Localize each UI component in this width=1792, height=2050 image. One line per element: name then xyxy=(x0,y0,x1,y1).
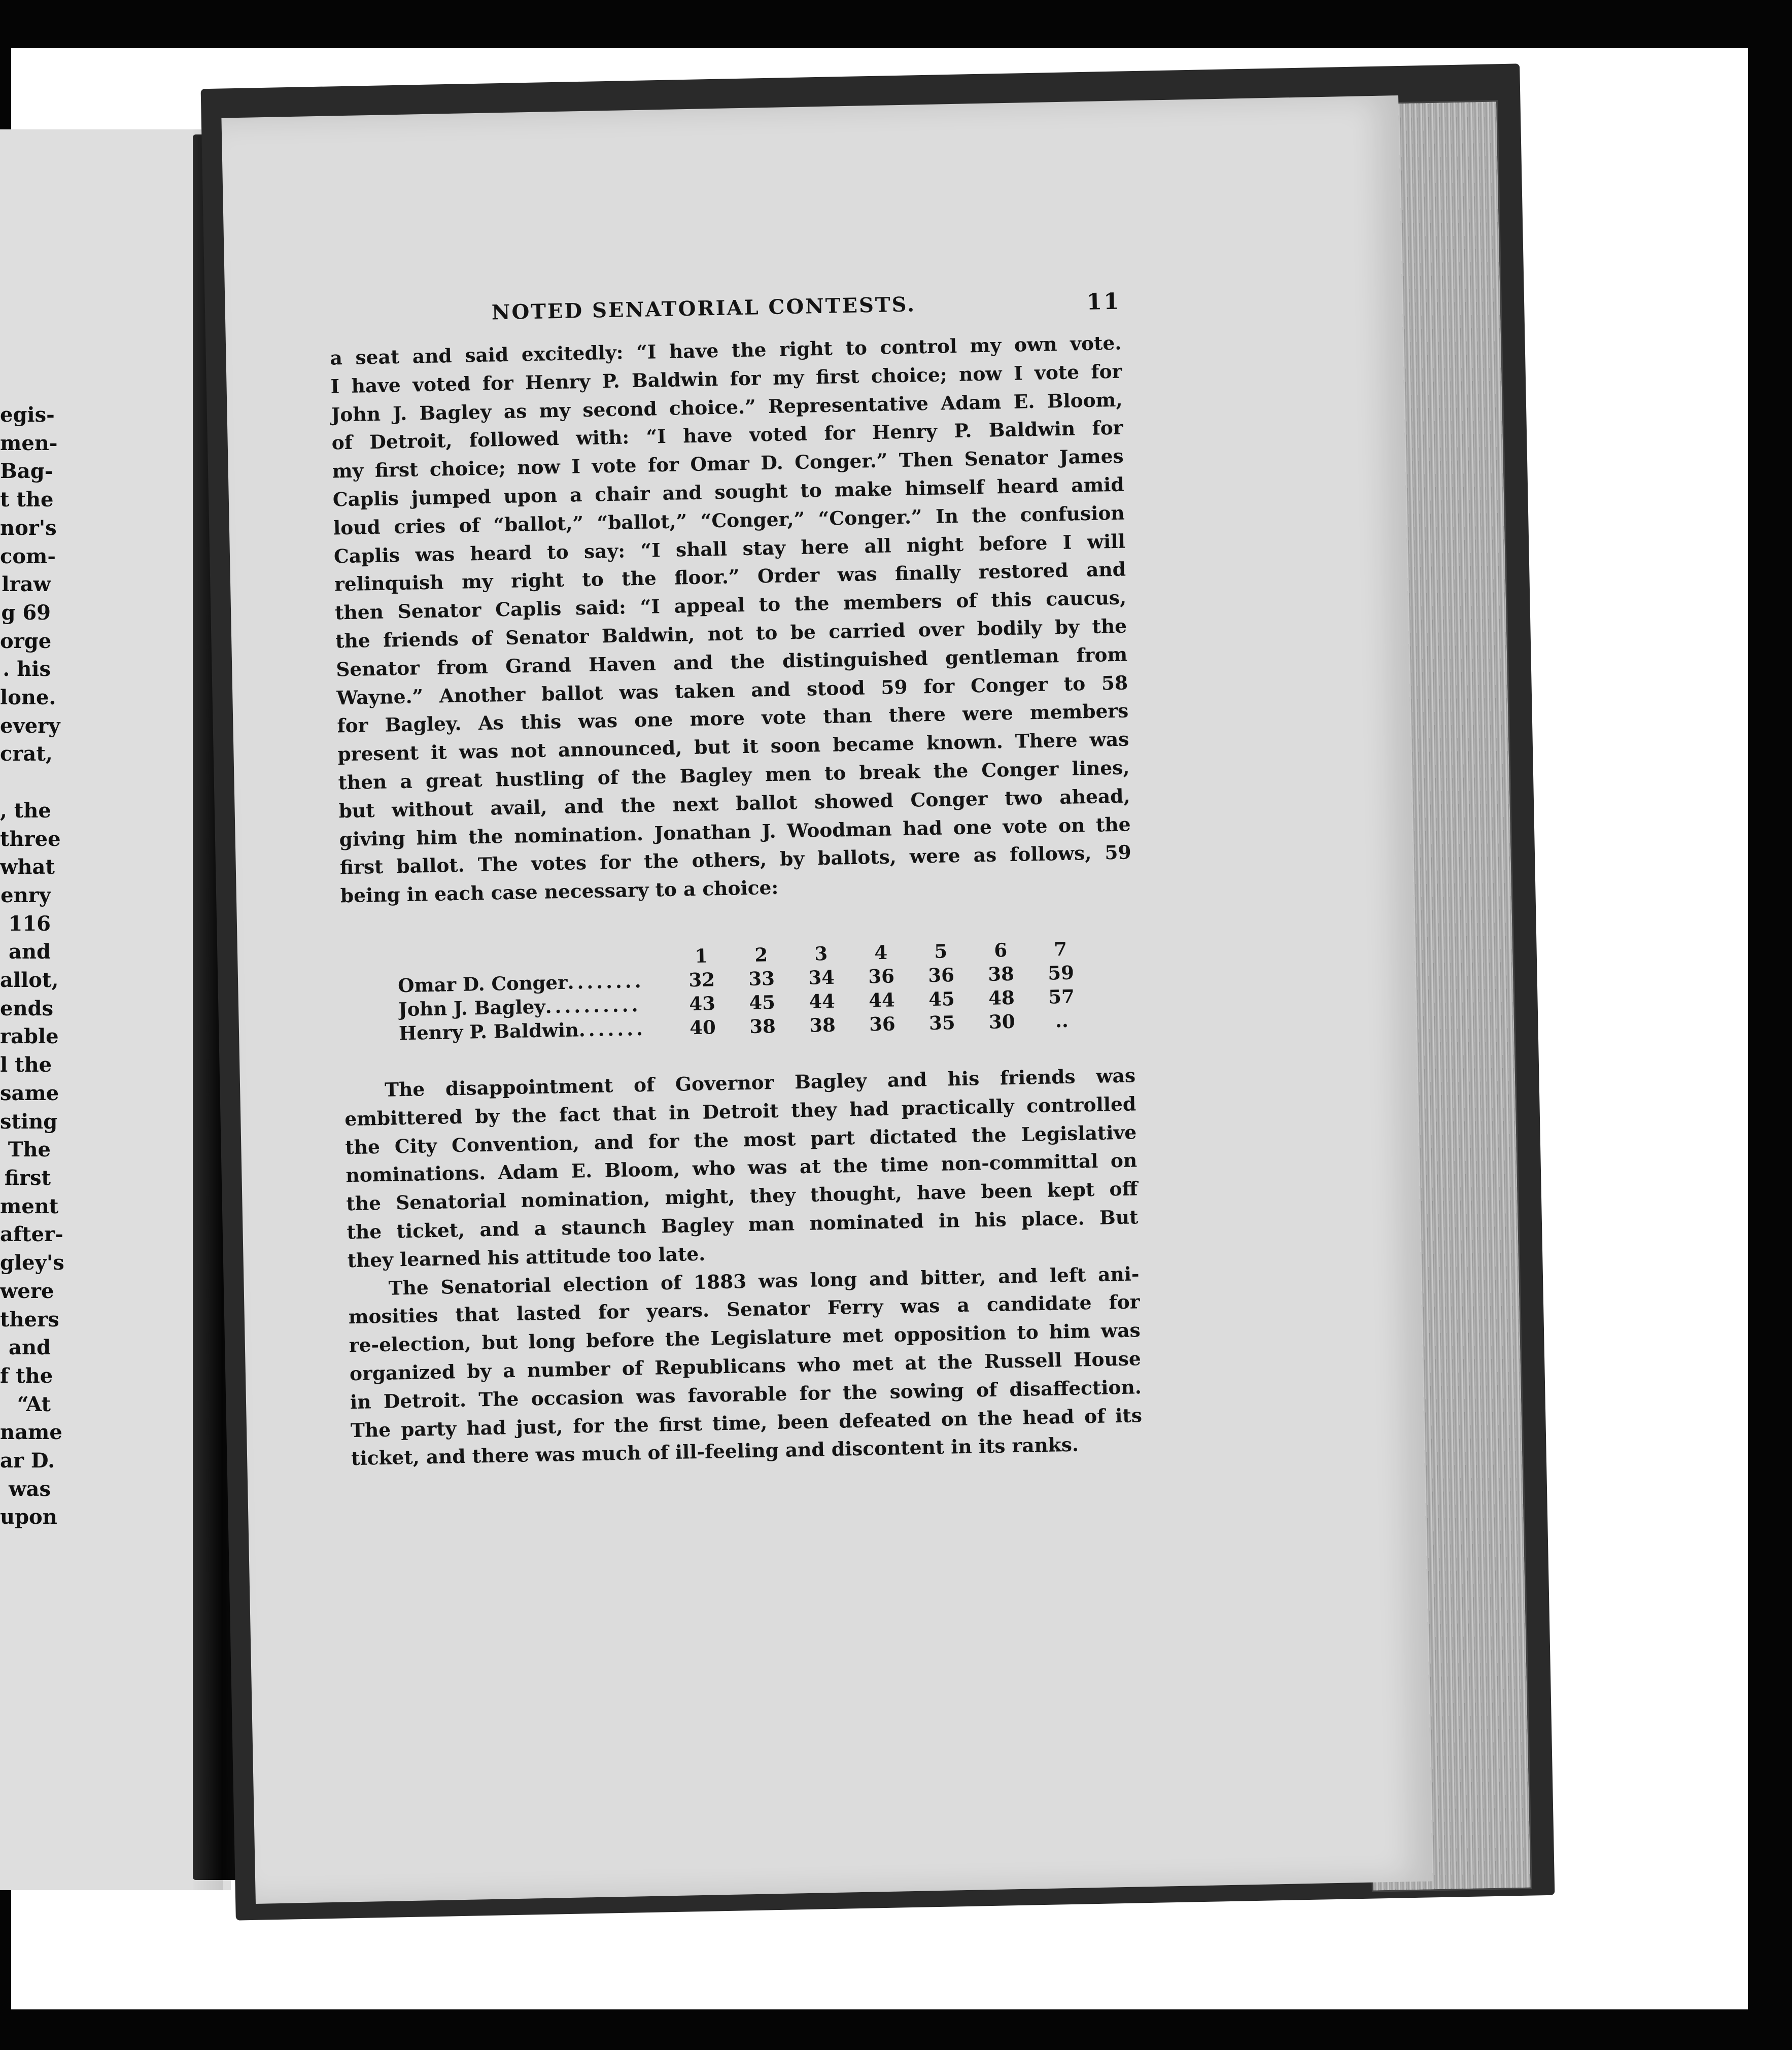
running-title: NOTED SENATORIAL CONTESTS. xyxy=(491,292,916,325)
vote-count: 48 xyxy=(988,986,1015,1010)
fragment-line: thers xyxy=(0,1307,59,1331)
fragment-line: 116 xyxy=(8,911,51,936)
vote-count: 45 xyxy=(748,991,776,1014)
vote-count: 45 xyxy=(928,987,955,1011)
fragment-line: rable xyxy=(0,1024,59,1049)
page-number: 11 xyxy=(1086,288,1121,315)
paragraph-disappointment xyxy=(344,1062,1139,1275)
candidate-name: Henry P. Baldwin....... xyxy=(398,1017,646,1045)
vote-count: 38 xyxy=(809,1014,836,1037)
fragment-line: three xyxy=(0,827,61,851)
film-frame-top xyxy=(0,0,1792,48)
fragment-line: The xyxy=(8,1138,51,1162)
fragment-line: and xyxy=(9,940,51,964)
text-line: The Senatorial election of 1883 was long and bitter, and left ani- xyxy=(388,1262,1140,1300)
ballot-number: 1 xyxy=(695,944,708,968)
fragment-line: enry xyxy=(1,883,51,907)
text-line: The party had just, for the first time, been defeated on the head of its xyxy=(350,1404,1143,1442)
fragment-line: orge xyxy=(0,629,52,653)
text-line: present it was not announced, but it soon became known. There was xyxy=(337,728,1129,766)
text-line: Caplis was heard to say: “I shall stay here all night before I will xyxy=(333,530,1126,568)
fragment-line: upon xyxy=(0,1505,57,1529)
fragment-line: every xyxy=(0,713,60,738)
fragment-line: were xyxy=(0,1279,54,1303)
fragment-line: lone. xyxy=(0,686,56,710)
fragment-line: com- xyxy=(0,544,56,568)
text-line: Caplis jumped upon a chair and sought to make himself heard amid xyxy=(332,473,1125,511)
fragment-line: , the xyxy=(0,798,51,823)
fragment-line: nor's xyxy=(0,516,57,540)
text-line: the friends of Senator Baldwin, not to be carried over bodily by the xyxy=(335,614,1127,653)
fragment-line: g 69 xyxy=(1,600,51,625)
fragment-line: . his xyxy=(3,657,51,681)
vote-count: 44 xyxy=(808,990,836,1013)
fragment-line: what xyxy=(0,855,55,879)
fragment-line: allot, xyxy=(0,968,59,993)
fragment-line: first xyxy=(4,1166,51,1190)
text-line: I have voted for Henry P. Baldwin for my first choice; now I vote for xyxy=(330,360,1122,398)
vote-count: 59 xyxy=(1047,962,1075,985)
vote-count: 36 xyxy=(927,964,955,987)
fragment-line: t the xyxy=(0,488,54,512)
text-line: Senator from Grand Haven and the distinguished gentleman from xyxy=(335,643,1128,681)
candidate-name: John J. Bagley.......... xyxy=(398,994,641,1021)
paragraph-election-1883 xyxy=(348,1260,1143,1473)
text-line: they learned his attitude too late. xyxy=(347,1242,706,1272)
text-line: the Senatorial nomination, might, they thought, have been kept off xyxy=(346,1177,1138,1215)
fragment-line: and xyxy=(9,1336,51,1360)
text-line: ticket, and there was much of ill-feeling and discontent in its ranks. xyxy=(351,1433,1079,1470)
vote-count: 43 xyxy=(688,992,716,1015)
vote-count: 34 xyxy=(808,966,835,989)
fragment-line: crat, xyxy=(0,742,53,766)
text-line: mosities that lasted for years. Senator Ferry was a candidate for xyxy=(348,1290,1140,1328)
fragment-line: egis- xyxy=(0,403,55,427)
vote-count: 38 xyxy=(749,1015,776,1038)
fragment-line: gley's xyxy=(0,1251,64,1275)
candidate-name: Omar D. Conger........ xyxy=(397,970,644,997)
ballot-number: 7 xyxy=(1053,938,1067,961)
text-line: The disappointment of Governor Bagley and his friends was xyxy=(384,1064,1136,1101)
fragment-line: f the xyxy=(0,1363,53,1388)
vote-count: .. xyxy=(1055,1009,1069,1032)
vote-count: 35 xyxy=(928,1011,956,1035)
text-line: nominations. Adam E. Bloom, who was at the time non-committal on xyxy=(346,1149,1138,1187)
text-line: re-election, but long before the Legislature met opposition to him was xyxy=(349,1319,1141,1357)
text-line: giving him the nomination. Jonathan J. Woodman had one vote on the xyxy=(339,812,1131,850)
vote-count: 40 xyxy=(689,1016,716,1039)
text-line: John J. Bagley as my second choice.” Representative Adam E. Bloom, xyxy=(331,388,1123,426)
ballot-table xyxy=(397,937,1092,1045)
ballot-number: 3 xyxy=(814,942,828,965)
previous-page-text-fragments xyxy=(0,401,64,1531)
film-frame-right xyxy=(1748,0,1792,2050)
fragment-line: ment xyxy=(0,1194,59,1218)
fragment-line: sting xyxy=(0,1109,58,1134)
text-line: embittered by the fact that in Detroit they had practically controlled xyxy=(344,1092,1136,1131)
text-line: organized by a number of Republicans who met at the Russell House xyxy=(349,1347,1142,1385)
text-line: a seat and said excitedly: “I have the right to control my own vote. xyxy=(330,331,1122,369)
fragment-line: “At xyxy=(17,1392,51,1416)
text-line: Wayne.” Another ballot was taken and stood 59 for Conger to 58 xyxy=(336,671,1128,709)
fragment-line: lraw xyxy=(2,572,51,597)
ballot-number: 2 xyxy=(754,943,768,967)
vote-count: 38 xyxy=(987,963,1015,986)
fragment-line: men- xyxy=(0,431,58,455)
fragment-line xyxy=(0,768,51,797)
fragment-line: l the xyxy=(0,1053,52,1077)
vote-count: 36 xyxy=(869,1012,896,1036)
vote-count: 30 xyxy=(988,1010,1016,1034)
fragment-line: Bag- xyxy=(0,459,53,484)
text-line: the City Convention, and for the most part dictated the Legislative xyxy=(344,1120,1137,1158)
paragraph-caucus xyxy=(330,329,1132,911)
vote-count: 57 xyxy=(1048,985,1075,1009)
ballot-number: 5 xyxy=(934,940,948,963)
text-line: then a great hustling of the Bagley men to break the Conger lines, xyxy=(338,756,1130,794)
fragment-line: after- xyxy=(0,1222,63,1247)
fragment-line: ar D. xyxy=(0,1449,55,1473)
vote-count: 32 xyxy=(688,968,715,992)
text-line: for Bagley. As this was one more vote than there were members xyxy=(337,699,1129,737)
vote-count: 36 xyxy=(868,965,895,988)
text-line: loud cries of “ballot,” “ballot,” “Conger,” “Conger.” In the confusion xyxy=(333,501,1125,539)
text-line: being in each case necessary to a choice: xyxy=(340,876,779,907)
text-line: then Senator Caplis said: “I appeal to the members of this caucus, xyxy=(334,586,1127,624)
text-line: first ballot. The votes for the others, by ballots, were as follows, 59 xyxy=(339,841,1131,879)
text-line: relinquish my right to the floor.” Order was finally restored and xyxy=(334,558,1126,596)
ballot-number: 6 xyxy=(993,939,1008,962)
text-line: in Detroit. The occasion was favorable for the sowing of disaffection. xyxy=(350,1375,1142,1413)
film-frame-bottom xyxy=(0,2009,1792,2050)
text-line: but without avail, and the next ballot showed Conger two ahead, xyxy=(338,784,1130,823)
fragment-line: was xyxy=(9,1477,51,1501)
text-line: of Detroit, followed with: “I have voted for Henry P. Baldwin for xyxy=(331,416,1123,454)
vote-count: 44 xyxy=(868,988,895,1012)
vote-count: 33 xyxy=(748,967,775,990)
text-line: my first choice; now I vote for Omar D. Conger.” Then Senator James xyxy=(332,445,1124,483)
fragment-line: name xyxy=(0,1420,62,1445)
ballot-number: 4 xyxy=(874,941,888,964)
text-line: the ticket, and a staunch Bagley man nominated in his place. But xyxy=(347,1206,1139,1244)
current-page xyxy=(221,95,1432,1904)
fragment-line: ends xyxy=(0,996,54,1020)
fragment-line: same xyxy=(0,1081,59,1105)
page-content xyxy=(329,289,1143,1474)
